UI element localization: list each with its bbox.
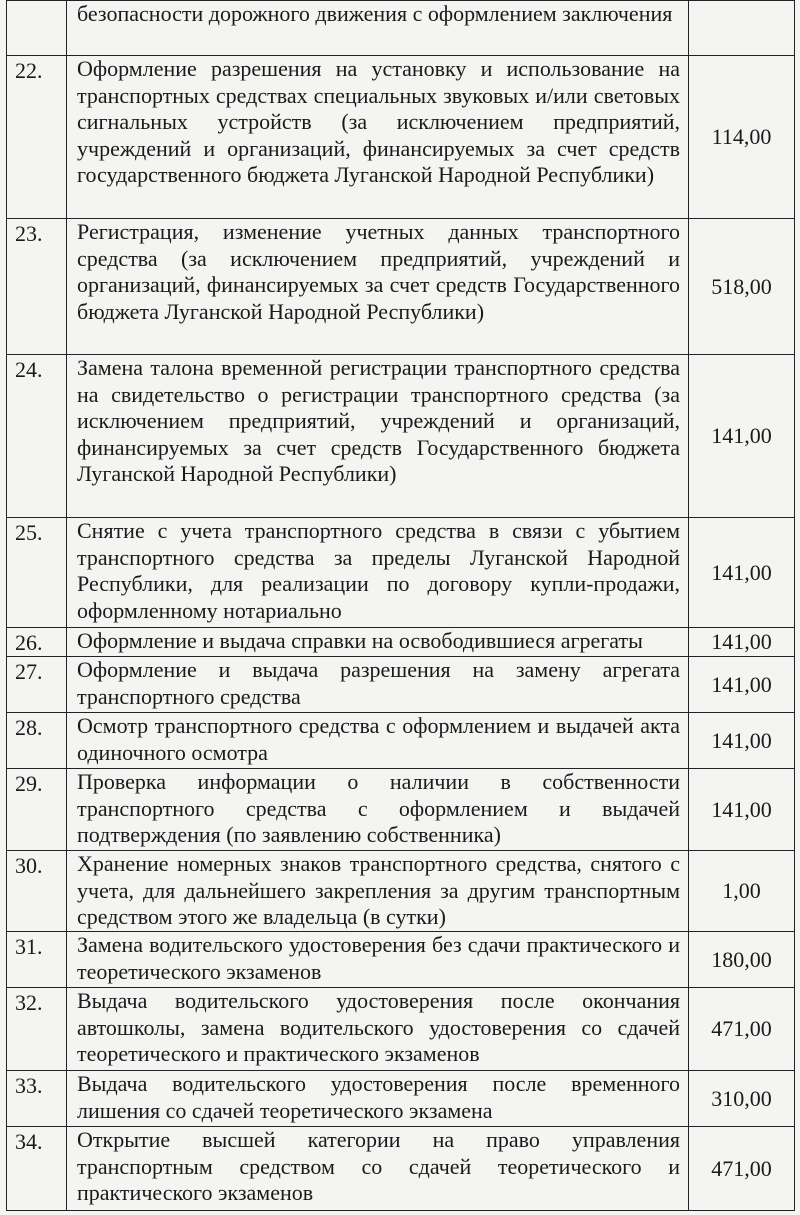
table-row: [7, 628, 795, 657]
service-price: 471,00: [689, 1127, 795, 1211]
row-number: 32.: [7, 988, 67, 1071]
service-price: 141,00: [689, 769, 795, 851]
row-number: 30.: [7, 851, 67, 932]
service-description: Снятие с учета транспортного средства в связи с убытием транспортного средства за пределы Луганской Народной Республики, для реализации по договору купли-продажи, оформленному нотариально: [67, 518, 689, 628]
table-row: [7, 1, 795, 56]
row-number: 27.: [7, 657, 67, 713]
row-number: 33.: [7, 1071, 67, 1127]
row-number: 26.: [7, 628, 67, 657]
table-row: [7, 932, 795, 988]
service-price: 518,00: [689, 219, 795, 355]
service-description: Осмотр транспортного средства с оформлением и выдачей акта одиночного осмотра: [67, 713, 689, 769]
row-number: 29.: [7, 769, 67, 851]
row-number: 23.: [7, 219, 67, 355]
service-description: Хранение номерных знаков транспортного средства, снятого с учета, для дальнейшего закрепления за другим транспортным средством этого же владельца (в сутки): [67, 851, 689, 932]
service-price: 141,00: [689, 628, 795, 657]
table-row: [7, 219, 795, 355]
table-row: [7, 1127, 795, 1211]
table-row: [7, 657, 795, 713]
service-price: 471,00: [689, 988, 795, 1071]
service-price: 141,00: [689, 713, 795, 769]
service-price: 180,00: [689, 932, 795, 988]
service-description: Регистрация, изменение учетных данных транспортного средства (за исключением предприятий, учреждений и организаций, финансируемых за счет средств Государственного бюджета Луганской Народной Республики): [67, 219, 689, 355]
table-row: [7, 988, 795, 1071]
service-description: Открытие высшей категории на право управления транспортным средством со сдачей теоретического и практического экзаменов: [67, 1127, 689, 1211]
service-description: Замена талона временной регистрации транспортного средства на свидетельство о регистрации транспортного средства (за исключением предприятий, учреждений и организаций, финансируемых за счет средств Государственного бюджета Луганской Народной Республики): [67, 355, 689, 518]
service-description: безопасности дорожного движения с оформлением заключения: [67, 1, 689, 56]
fee-table: [6, 0, 795, 1211]
service-price: 141,00: [689, 518, 795, 628]
service-description: Оформление и выдача разрешения на замену агрегата транспортного средства: [67, 657, 689, 713]
row-number: 24.: [7, 355, 67, 518]
service-price: 141,00: [689, 657, 795, 713]
row-number: 34.: [7, 1127, 67, 1211]
row-number: [7, 1, 67, 56]
table-row: [7, 518, 795, 628]
row-number: 28.: [7, 713, 67, 769]
service-price: 1,00: [689, 851, 795, 932]
table-row: [7, 769, 795, 851]
row-number: 31.: [7, 932, 67, 988]
service-description: Выдача водительского удостоверения после временного лишения со сдачей теоретического экзамена: [67, 1071, 689, 1127]
service-description: Выдача водительского удостоверения после окончания автошколы, замена водительского удостоверения со сдачей теоретического и практического экзаменов: [67, 988, 689, 1071]
service-description: Замена водительского удостоверения без сдачи практического и теоретического экзаменов: [67, 932, 689, 988]
table-row: [7, 851, 795, 932]
service-description: Проверка информации о наличии в собственности транспортного средства с оформлением и выдачей подтверждения (по заявлению собственника): [67, 769, 689, 851]
table-row: [7, 56, 795, 219]
service-price: [689, 1, 795, 56]
row-number: 22.: [7, 56, 67, 219]
table-row: [7, 713, 795, 769]
service-description: Оформление и выдача справки на освободившиеся агрегаты: [67, 628, 689, 657]
service-price: 310,00: [689, 1071, 795, 1127]
row-number: 25.: [7, 518, 67, 628]
table-row: [7, 1071, 795, 1127]
service-price: 141,00: [689, 355, 795, 518]
table-row: [7, 355, 795, 518]
service-description: Оформление разрешения на установку и использование на транспортных средствах специальных звуковых и/или световых сигнальных устройств (за исключением предприятий, учреждений и организаций, финансируемых за счет средств государственного бюджета Луганской Народной Республики): [67, 56, 689, 219]
service-price: 114,00: [689, 56, 795, 219]
